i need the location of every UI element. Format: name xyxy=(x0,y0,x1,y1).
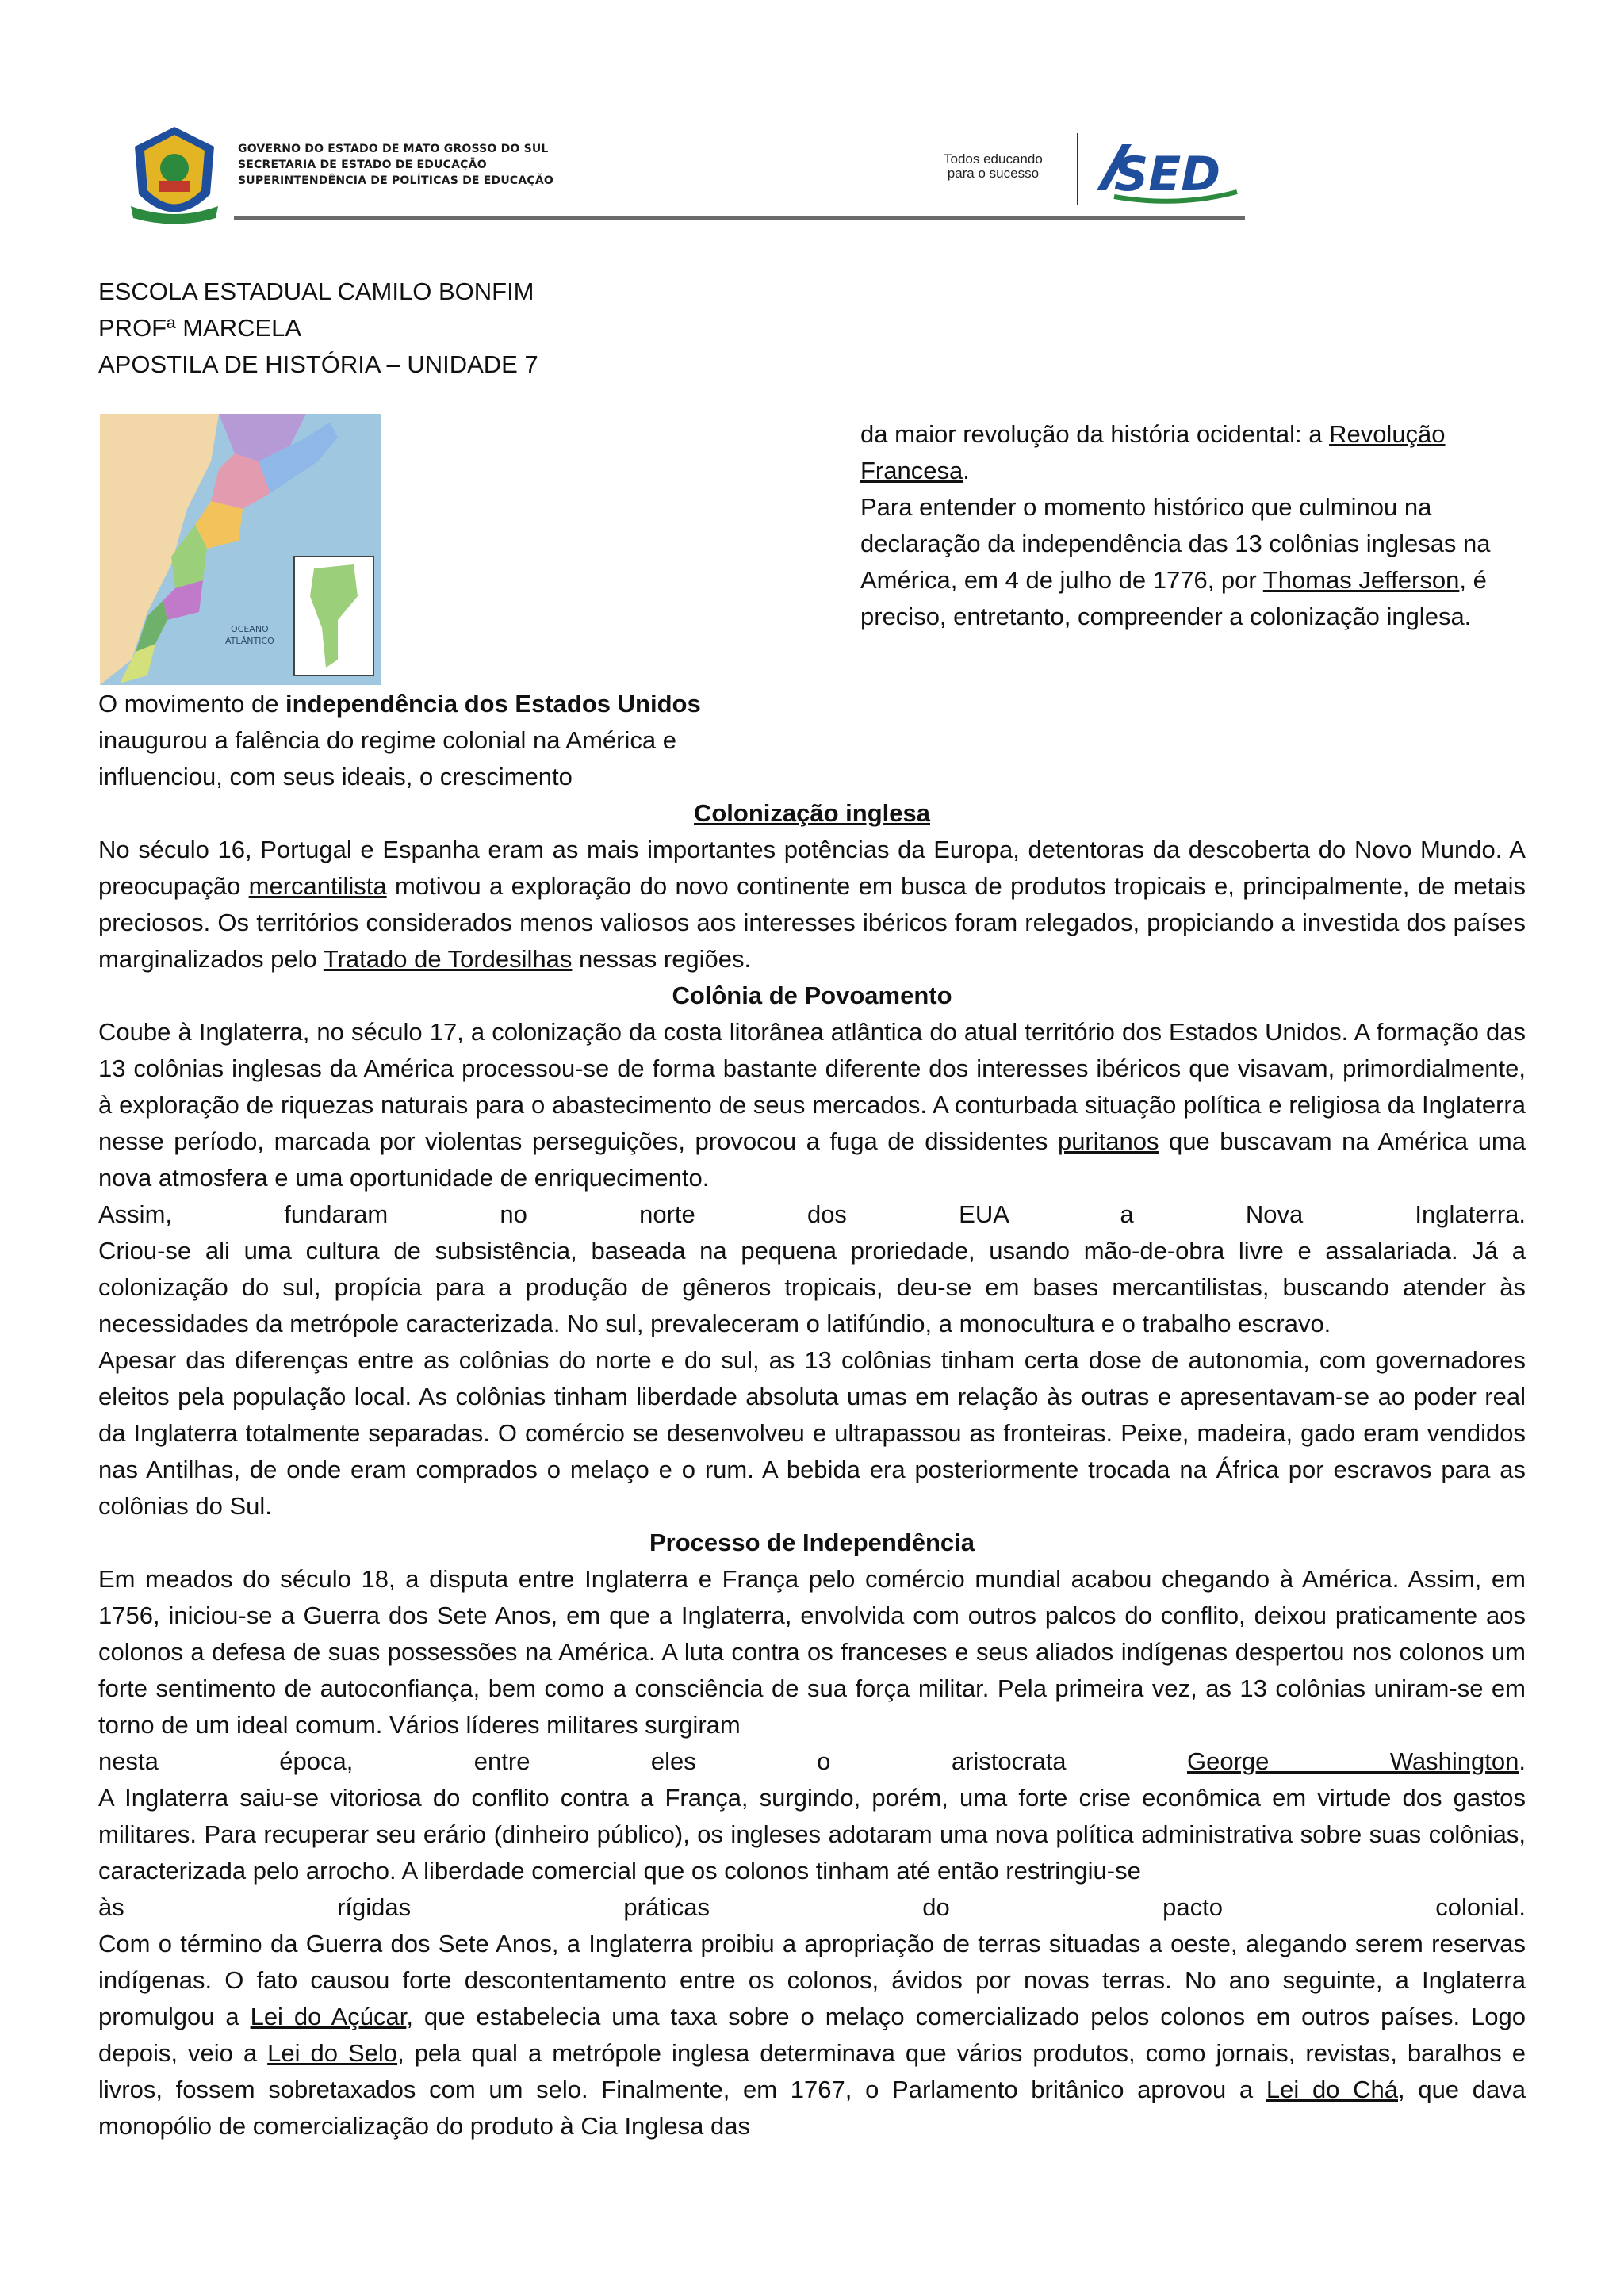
lei-do-cha-link[interactable]: Lei do Chá xyxy=(1266,2076,1398,2103)
thirteen-colonies-map xyxy=(100,414,381,685)
map-ocean-label-1: OCEANO xyxy=(231,624,269,634)
main-text xyxy=(98,795,1526,2145)
govt-line-3: SUPERINTENDÊNCIA DE POLÍTICAS DE EDUCAÇÃO xyxy=(238,174,554,187)
intro-paragraph-left: O movimento de independência dos Estados Unidos inaugurou a falência do regime colonial na América e influenciou, com seus ideais, o crescimento xyxy=(98,690,701,790)
teacher-name: PROFª MARCELA xyxy=(98,314,302,342)
paragraph-povoamento-2: Criou-se ali uma cultura de subsistência, baseada na pequena proriedade, usando mão-de-obra livre e assalariada. Já a colonização do sul, propícia para a produção de gêneros tropicais, deu-se em bases mercantilistas, buscando atender às necessidades da metrópole caracterizada. No sul, prevaleceram o latifúndio, a monocultura e o trabalho escravo. xyxy=(98,1237,1526,1337)
paragraph-independencia-2: A Inglaterra saiu-se vitoriosa do conflito contra a França, surgindo, porém, uma forte crise econômica em virtude dos gastos militares. Para recuperar seu erário (dinheiro público), os ingleses adotaram uma nova política administrativa sobre suas colônias, caracterizada pelo arrocho. A liberdade comercial que os colonos tinham até então restringiu-se xyxy=(98,1784,1526,1885)
tratado-de-tordesilhas-link[interactable]: Tratado de Tordesilhas xyxy=(323,945,573,973)
thomas-jefferson-link[interactable]: Thomas Jefferson xyxy=(1262,566,1460,594)
paragraph-povoamento-1: Coube à Inglaterra, no século 17, a colonização da costa litorânea atlântica do atual território dos Estados Unidos. A formação das 13 colônias inglesas da América processou-se de forma bastante diferente dos interesses ibéricos que visavam, primordialmente, à exploração de riquezas naturais para o abastecimento de seus mercados. A conturbada situação política e religiosa da Inglaterra nesse período, marcada por violentas perseguições, provocou a fuga de dissidentes puritanos que buscavam na América uma nova atmosfera e uma oportunidade de enriquecimento. xyxy=(98,1018,1526,1192)
government-text xyxy=(238,141,553,189)
george-washington-link[interactable]: George Washington xyxy=(1186,1747,1519,1775)
sed-logo xyxy=(1090,135,1241,206)
heading-colonizacao-inglesa: Colonização inglesa xyxy=(693,799,930,827)
map-ocean-label-2: ATLÂNTICO xyxy=(225,636,274,646)
slogan-line-1: Todos educando xyxy=(944,151,1043,166)
paragraph-povoamento-3: Apesar das diferenças entre as colônias do norte e do sul, as 13 colônias tinham certa dose de autonomia, com governadores eleitos pela população local. As colônias tinham liberdade absoluta umas em relação às outras e apresentavam-se ao poder real da Inglaterra totalmente separadas. O comércio se desenvolveu e ultrapassou as fronteiras. Peixe, madeira, gado eram vendidos nas Antilhas, de onde eram comprados o melaço e o rum. A bebida era posteriormente trocada na África por escravos para as colônias do Sul. xyxy=(98,1346,1526,1520)
paragraph-independencia-3: Com o término da Guerra dos Sete Anos, a Inglaterra proibiu a apropriação de terras situadas a oeste, alegando serem reservas indígenas. O fato causou forte descontentamento entre os colonos, ávidos por novas terras. No ano seguinte, a Inglaterra promulgou a Lei do Açúcar, que estabelecia uma taxa sobre o melaço comercializado pelos colonos em outros países. Logo depois, veio a Lei do Selo, pela qual a metrópole inglesa determinava que vários produtos, como jornais, revistas, baralhos e livros, fossem sobretaxados com um selo. Finalmente, em 1767, o Parlamento britânico aprovou a Lei do Chá, que dava monopólio de comercialização do produto à Cia Inglesa das xyxy=(98,1930,1526,2140)
intro-right-column xyxy=(860,416,1534,635)
paragraph-povoamento-1-end: Assim, fundaram no norte dos EUA a Nova Inglaterra. xyxy=(98,1200,1526,1228)
sed-logo-text: SED xyxy=(1114,147,1221,202)
slogan xyxy=(944,152,1043,181)
intro-left-column xyxy=(98,686,772,795)
slogan-line-2: para o sucesso xyxy=(947,166,1040,181)
puritanos-link[interactable]: puritanos xyxy=(1057,1127,1159,1155)
govt-line-2: SECRETARIA DE ESTADO DE EDUCAÇÃO xyxy=(238,159,487,171)
intro-paragraph-2: Para entender o momento histórico que culminou na declaração da independência das 13 colônias inglesas na América, em 4 de julho de 1776, por Thomas Jefferson, é preciso, entretanto, compreender a colonização inglesa. xyxy=(860,493,1491,630)
heading-processo-de-independencia: Processo de Independência xyxy=(649,1529,975,1556)
school-name: ESCOLA ESTADUAL CAMILO BONFIM xyxy=(98,277,534,305)
state-crest-icon xyxy=(127,119,222,230)
lei-do-acucar-link[interactable]: Lei do Açúcar xyxy=(250,2003,407,2030)
logo-separator xyxy=(1077,133,1078,205)
paragraph-colonizacao: No século 16, Portugal e Espanha eram as mais importantes potências da Europa, detentoras da descoberta do Novo Mundo. A preocupação mercantilista motivou a exploração do novo continente em busca de produtos tropicais e, principalmente, de metais preciosos. Os territórios considerados menos valiosos aos interesses ibéricos foram relegados, propiciando a investida dos países marginalizados pelo Tratado de Tordesilhas nessas regiões. xyxy=(98,836,1526,973)
govt-line-1: GOVERNO DO ESTADO DE MATO GROSSO DO SUL xyxy=(238,143,549,155)
revolucao-francesa-link[interactable]: Revolução Francesa xyxy=(860,420,1446,484)
paragraph-independencia-2-end: às rígidas práticas do pacto colonial. xyxy=(98,1893,1526,1921)
heading-colonia-de-povoamento: Colônia de Povoamento xyxy=(672,982,952,1009)
paragraph-independencia-1-end: nesta época, entre eles o aristocrata George Washington. xyxy=(98,1747,1526,1775)
header-rule xyxy=(234,216,1245,220)
intro-paragraph-1: da maior revolução da história ocidental: a Revolução Francesa. xyxy=(860,420,1446,484)
lei-do-selo-link[interactable]: Lei do Selo xyxy=(267,2039,398,2067)
document-meta xyxy=(98,274,538,383)
paragraph-independencia-1: Em meados do século 18, a disputa entre Inglaterra e França pelo comércio mundial acabou chegando à América. Assim, em 1756, iniciou-se a Guerra dos Sete Anos, em que a Inglaterra, envolvida com outros palcos do conflito, deixou praticamente aos colonos a defesa de suas possessões na América. A luta contra os franceses e seus aliados indígenas despertou nos colonos um forte sentimento de autoconfiança, bem como a consciência de sua força militar. Pela primeira vez, as 13 colônias uniram-se em torno de um ideal comum. Vários líderes militares surgiram xyxy=(98,1565,1526,1739)
letterhead xyxy=(119,111,1245,230)
mercantilista-link[interactable]: mercantilista xyxy=(248,872,387,900)
document-title: APOSTILA DE HISTÓRIA – UNIDADE 7 xyxy=(98,350,538,378)
